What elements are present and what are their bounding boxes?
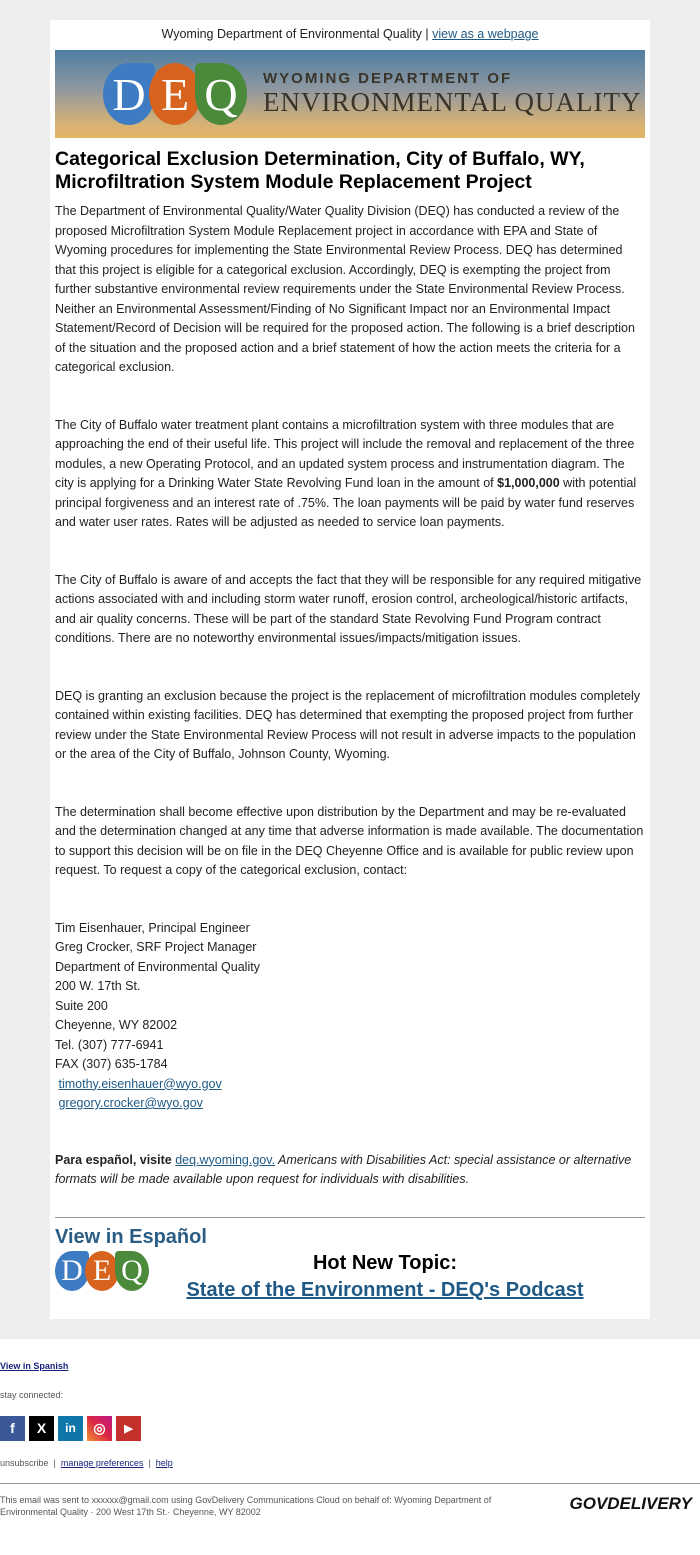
govdelivery-logo: GOVDELIVERY [569,1493,692,1513]
help-link[interactable]: help [155,1457,173,1468]
sent-notice: This email was sent to xxxxxx@gmail.com using GovDelivery Communications Cloud on behalf of: Wyoming Department of Environmental Quality · 200 West 17th St.· Cheyenne, WY 82002 [0,1494,492,1517]
contact-line: Tim Eisenhauer, Principal Engineer [55,920,250,935]
contact-line: Greg Crocker, SRF Project Manager [55,940,257,954]
view-in-espanol-link[interactable]: View in Español [55,1225,207,1248]
email-link-eisenhauer[interactable]: timothy.eisenhauer@wyo.gov [58,1076,222,1091]
contact-line: FAX (307) 635-1784 [55,1057,168,1071]
manage-preferences-link[interactable]: manage preferences [60,1457,144,1468]
x-icon[interactable]: X [29,1416,54,1441]
contact-line: Cheyenne, WY 82002 [55,1018,178,1032]
deq-small-logo: D E Q [55,1251,145,1291]
view-in-spanish-link[interactable]: View in Spanish [0,1360,69,1371]
footer: View in Spanish stay connected: f X in ◎ ▶ unsubscribe | manage preferences | help This email was sent to xxxxxx@gmail.com using GovDelivery Communications Cloud on behalf of: Wyoming Department of Environmental Quality · 200 West 17th St.· Cheyenne, WY 82002 GOVDELIVERY [0,1339,700,1518]
unsubscribe-link[interactable]: unsubscribe [0,1457,49,1468]
spanish-ada-notice: Para español, visite deq.wyoming.gov. Americans with Disabilities Act: special assistance or alternative formats will be made available upon request for individuals with disabilities. [55,1152,632,1186]
linkedin-icon[interactable]: in [58,1416,83,1441]
instagram-icon[interactable]: ◎ [87,1416,112,1441]
separator: | [425,27,429,41]
paragraph-3: The City of Buffalo is aware of and accepts the fact that they will be responsible for any required mitigative actions associated with and including storm water runoff, erosion control, archeological/historic artifacts, and air quality concerns. These will be part of the standard State Revolving Fund Program contract conditions. There are no noteworthy environmental issues/impacts/mitigation issues. [55,572,642,645]
contact-line: Suite 200 [55,998,108,1013]
deq-banner [55,50,645,138]
view-webpage-link[interactable]: view as a webpage [432,27,539,41]
logo-q: Q [195,63,247,125]
facebook-icon[interactable]: f [0,1416,25,1441]
paragraph-2: The City of Buffalo water treatment plant contains a microfiltration system with three modules that are approaching the end of their useful life. This project will include the removal and replacement of the three modules, a new Operating Protocol, and an updated system process and instrumentation diagram. The city is applying for a Drinking Water State Revolving Fund loan in the amount of $1,000,000 with potential principal forgiveness and an interest rate of .75%. The loan payments will be paid by water fund reserves and water user rates. Rates will be adjusted as needed to service loan payments. [55,417,637,529]
divider [55,1217,645,1218]
contact-line: Tel. (307) 777-6941 [55,1037,164,1052]
page-title: Categorical Exclusion Determination, City of Buffalo, WY, Microfiltration System Module Replacement Project [55,148,585,193]
logo-d: D [103,63,155,125]
contact-line: Department of Environmental Quality [55,959,260,974]
deq-website-link[interactable]: deq.wyoming.gov. [175,1152,276,1167]
paragraph-5: The determination shall become effective upon distribution by the Department and may be re-evaluated and the determination changed at any time that adverse information is made available. The documentation to support this decision will be on file in the DEQ Cheyenne Office and is available for public review upon request. To request a copy of the categorical exclusion, contact: [55,804,644,877]
stay-connected-label: stay connected: [0,1389,64,1400]
banner-line2: ENVIRONMENTAL QUALITY [263,87,642,117]
podcast-link[interactable]: State of the Environment - DEQ's Podcast [186,1278,584,1301]
paragraph-1: The Department of Environmental Quality/Water Quality Division (DEQ) has conducted a review of the proposed Microfiltration System Module Replacement project in accordance with EPA and State of Wyoming procedures for implementing the State Environmental Review Process. DEQ has determined that this project is eligible for a categorical exclusion. Accordingly, DEQ is exempting the project from further substantive environmental review requirements under the State Environmental Review Process. Neither an Environmental Assessment/Finding of No Significant Impact nor an Environmental Impact Statement/Record of Decision will be required for the proposed action. The following is a brief description of the situation and the proposed action and a brief statement of how the action meets the criteria for a categorical exclusion. [55,204,635,374]
hot-topic-heading: Hot New Topic: [312,1251,458,1274]
loan-amount: $1,000,000 [497,476,560,490]
youtube-icon[interactable]: ▶ [116,1416,141,1441]
email-header [55,20,645,50]
email-card [50,20,650,1319]
contact-line: 200 W. 17th St. [55,979,141,993]
org-name: Wyoming Department of Environmental Quality [161,27,422,41]
social-icons [0,1416,700,1441]
paragraph-4: DEQ is granting an exclusion because the project is the replacement of microfiltration modules completely contained within existing facilities. DEQ has determined that exempting the proposed project from further review under the State Environmental Review Process will not result in adverse impacts to the population or the area of the City of Buffalo, Johnson County, Wyoming. [55,688,641,761]
email-link-crocker[interactable]: gregory.crocker@wyo.gov [58,1096,203,1110]
banner-line1: WYOMING DEPARTMENT OF [263,70,513,87]
contact-block [55,919,645,1114]
logo-e: E [149,63,201,125]
